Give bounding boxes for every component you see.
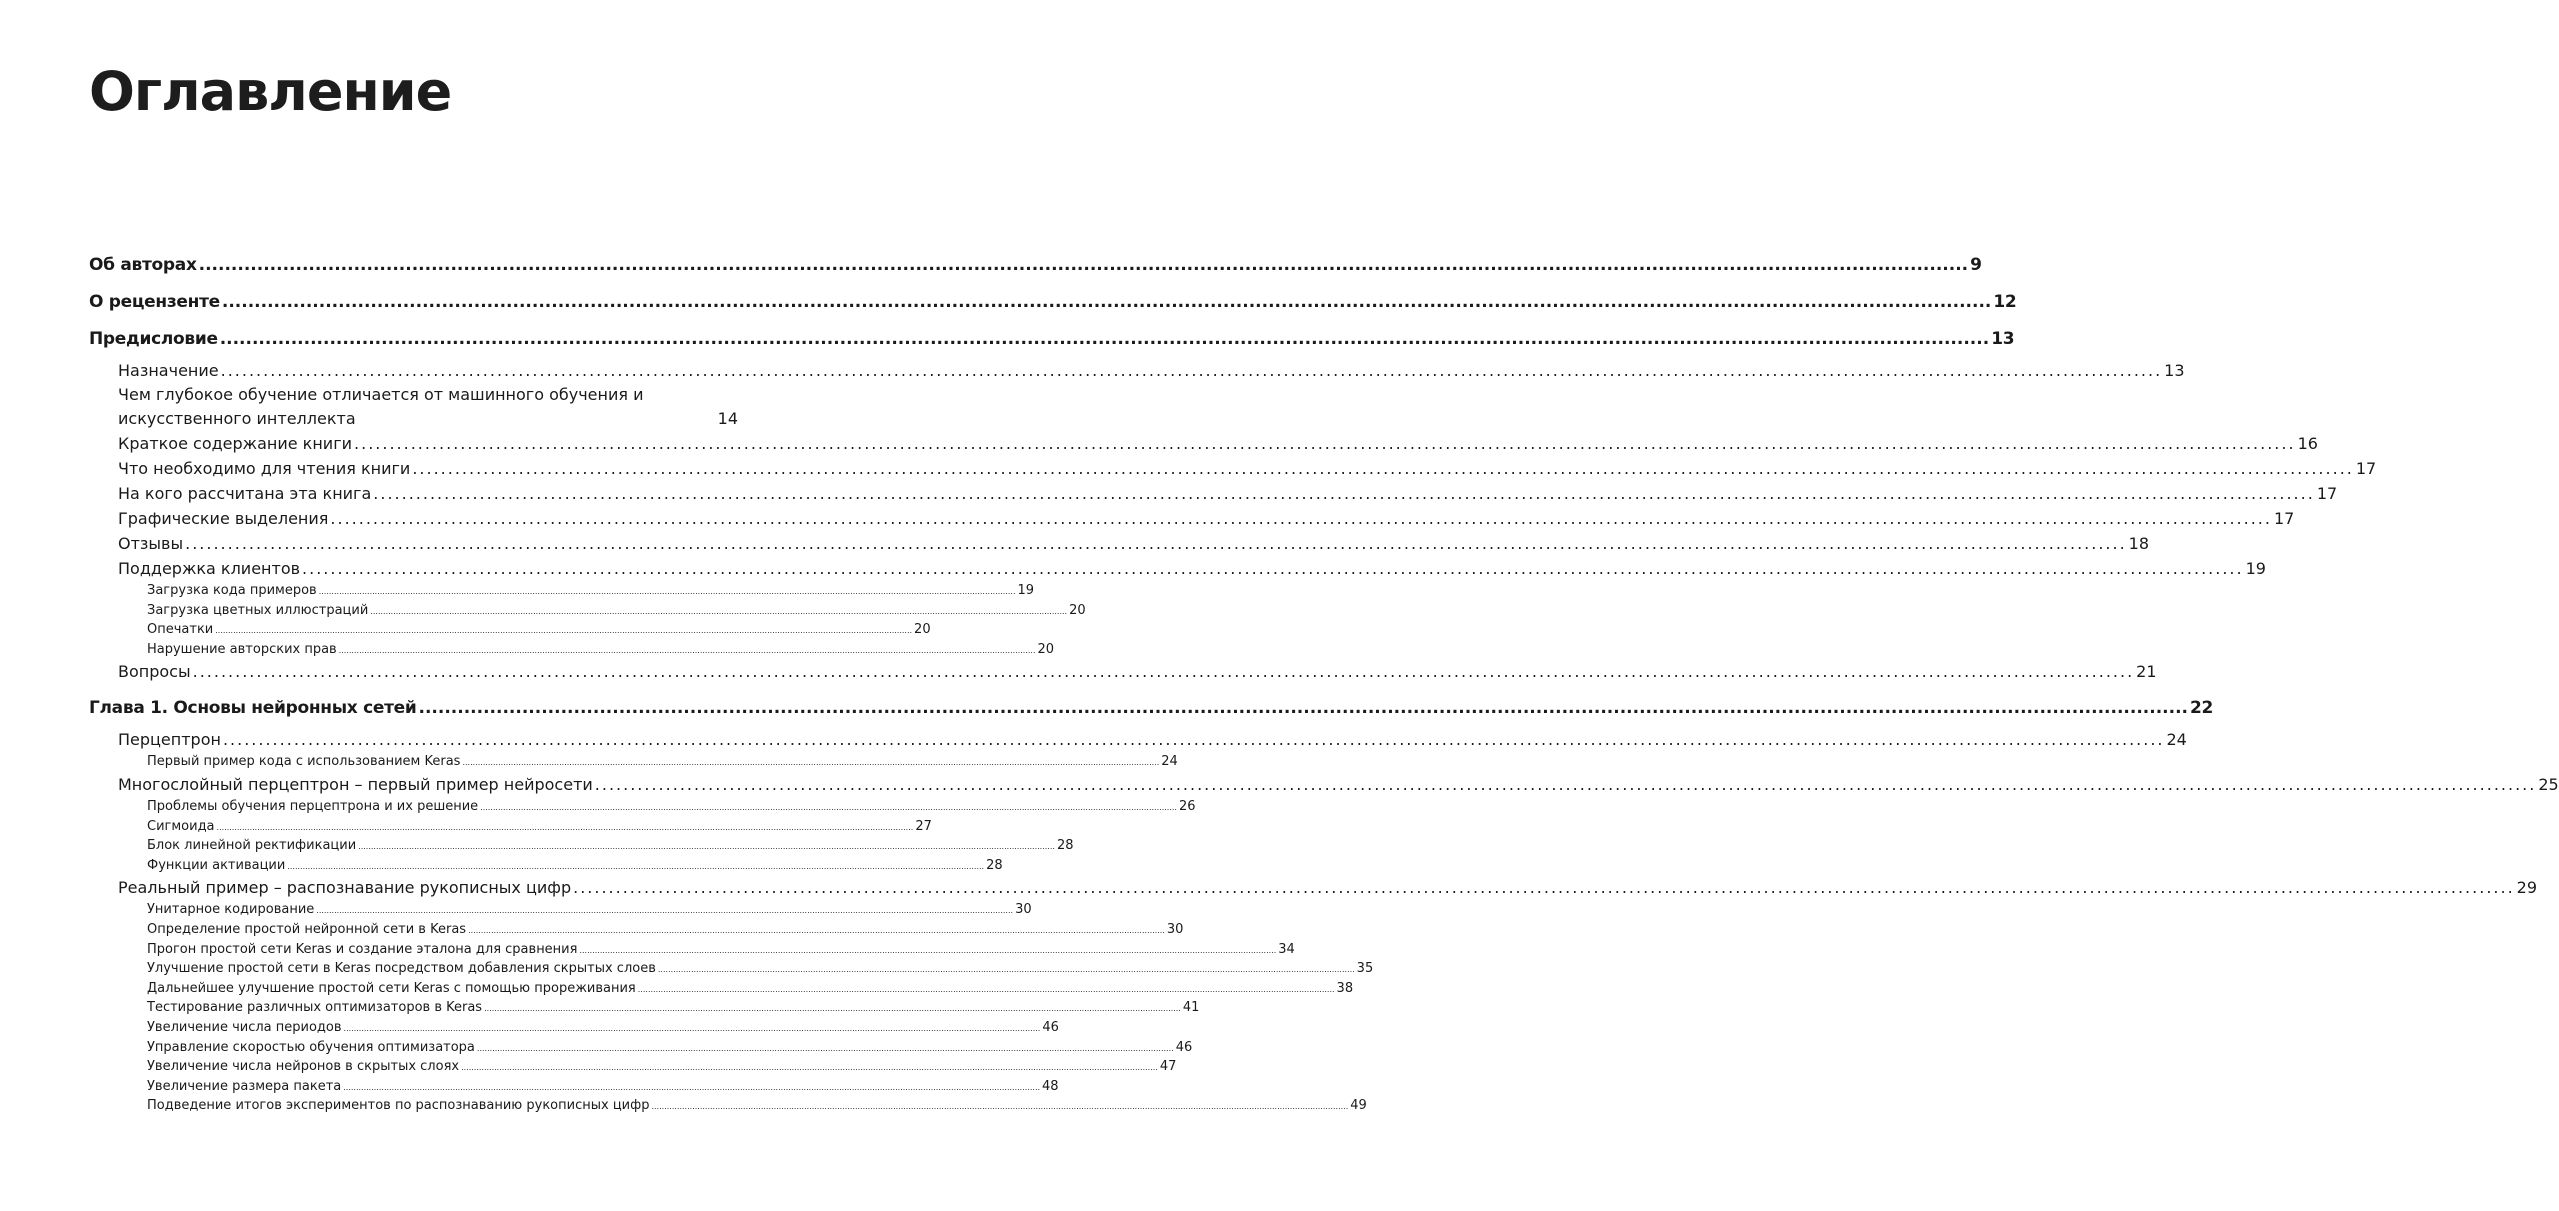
dot-leader	[344, 1019, 1041, 1039]
dot-leader	[185, 531, 2127, 556]
toc-page-number: 22	[2190, 698, 2214, 719]
toc-page-number: 28	[986, 857, 1003, 873]
toc-page-number: 13	[2164, 361, 2185, 380]
toc-entry[interactable]	[89, 506, 2295, 531]
dot-leader	[302, 556, 2244, 581]
dot-leader	[193, 659, 2135, 684]
toc-page-number: 17	[2316, 484, 2338, 503]
dot-leader	[595, 772, 2537, 797]
dot-leader	[480, 798, 1177, 818]
toc-entry[interactable]	[89, 358, 2185, 383]
dot-leader	[221, 358, 2163, 383]
toc-entry[interactable]	[89, 727, 2187, 752]
toc-subentry[interactable]	[89, 900, 1032, 920]
dot-leader	[287, 857, 984, 877]
toc-entry-title: Опечатки	[147, 622, 214, 638]
dot-leader	[316, 901, 1013, 921]
toc-entry[interactable]	[89, 431, 2318, 456]
toc-page-number: 49	[1350, 1098, 1367, 1114]
toc-entry-title: Назначение	[118, 361, 219, 380]
toc-subentry[interactable]	[89, 1077, 1059, 1097]
toc-page-number: 20	[1037, 641, 1055, 657]
dot-leader	[419, 690, 2189, 727]
toc-page-number: 38	[1336, 980, 1354, 996]
toc-entry-title: Что необходимо для чтения книги	[118, 459, 411, 478]
toc-subentry[interactable]	[89, 959, 1374, 979]
dot-leader	[373, 481, 2315, 506]
toc-subentry[interactable]	[89, 752, 1178, 772]
toc-entry[interactable]	[89, 481, 2338, 506]
toc-page-number: 19	[1017, 583, 1035, 598]
toc-entry-title: Вопросы	[118, 662, 191, 682]
toc-subentry[interactable]	[89, 1057, 1177, 1077]
toc-subentry[interactable]	[89, 836, 1074, 856]
dot-leader	[330, 506, 2272, 531]
toc-entry-title: Тестирование различных оптимизаторов в Keras	[147, 1000, 483, 1016]
toc-page-number: 20	[1069, 602, 1086, 618]
toc-entry[interactable]	[89, 531, 2150, 556]
toc-entry-title: Первый пример кода с использованием Keras	[147, 754, 461, 770]
dot-leader	[573, 875, 2515, 900]
toc-page-number: 9	[1970, 255, 1982, 275]
toc-subentry[interactable]	[89, 620, 931, 640]
toc-entry-title: Поддержка клиентов	[118, 559, 301, 578]
toc-page-number: 30	[1015, 902, 1032, 918]
toc-page-number: 24	[2166, 730, 2187, 750]
toc-entry-title: Загрузка кода примеров	[147, 583, 317, 598]
toc-page-number: 16	[2297, 434, 2318, 453]
toc-page-number: 25	[2538, 774, 2559, 794]
toc-page-number: 14	[717, 409, 738, 428]
dot-leader	[461, 1058, 1158, 1078]
toc-subentry[interactable]	[89, 920, 1184, 940]
toc-page-number: 35	[1356, 961, 1374, 977]
toc-entry-title: Об авторах	[89, 255, 197, 275]
toc-page-number: 17	[2273, 509, 2295, 528]
toc-entry-title: Краткое содержание книги	[118, 434, 353, 453]
dot-leader	[484, 999, 1181, 1019]
toc-entry[interactable]	[89, 383, 738, 431]
toc-entry[interactable]	[89, 659, 2157, 684]
toc-page-number: 26	[1178, 798, 1196, 814]
toc-subentry[interactable]	[89, 581, 1035, 601]
toc-subentry[interactable]	[89, 1018, 1059, 1038]
dot-leader	[354, 431, 2296, 456]
toc-entry-title: Дальнейшее улучшение простой сети Keras с помощью прореживания	[147, 980, 636, 996]
toc-entry-title: На кого рассчитана эта книга	[118, 484, 372, 503]
toc-page-number: 41	[1182, 1000, 1200, 1016]
toc-entry-title: Увеличение числа периодов	[147, 1019, 342, 1035]
dot-leader	[222, 284, 1992, 321]
toc-entry-title: Предисловие	[89, 329, 218, 349]
table-of-contents	[89, 247, 2559, 1116]
toc-page-number: 46	[1175, 1039, 1193, 1055]
toc-entry-title: О рецензенте	[89, 292, 220, 312]
toc-entry[interactable]	[89, 875, 2538, 900]
toc-entry-title: Реальный пример – распознавание рукописных цифр	[118, 878, 572, 898]
toc-entry-title: Отзывы	[118, 534, 184, 553]
dot-leader	[658, 960, 1355, 980]
toc-entry-title: Функции активации	[147, 857, 286, 873]
toc-entry-title: Управление скоростью обучения оптимизатора	[147, 1039, 475, 1055]
dot-leader	[477, 1039, 1174, 1059]
toc-entry-title: Увеличение числа нейронов в скрытых слоях	[147, 1059, 460, 1075]
dot-leader	[370, 602, 1067, 622]
toc-page-number: 20	[914, 622, 931, 638]
toc-entry-title: Блок линейной ректификации	[147, 838, 357, 854]
toc-subentry[interactable]	[89, 979, 1354, 999]
dot-leader	[339, 641, 1036, 661]
dot-leader	[215, 621, 912, 641]
toc-entry-title: Графические выделения	[118, 509, 329, 528]
dot-leader	[358, 837, 1055, 857]
dot-leader	[217, 818, 914, 838]
dot-leader	[319, 582, 1016, 602]
toc-entry-about-reviewer[interactable]	[89, 284, 2017, 321]
toc-page-number: 21	[2136, 662, 2157, 682]
dot-leader	[462, 753, 1159, 773]
toc-entry-title: Улучшение простой сети в Keras посредством добавления скрытых слоев	[147, 961, 656, 977]
toc-page-number: 47	[1159, 1059, 1177, 1075]
dot-leader	[223, 727, 2165, 752]
toc-page-number: 19	[2245, 559, 2266, 578]
toc-page-number: 24	[1161, 754, 1178, 770]
toc-page-number: 30	[1166, 921, 1184, 937]
dot-leader	[579, 941, 1276, 961]
toc-entry-title: Унитарное кодирование	[147, 902, 315, 918]
toc-subentry[interactable]	[89, 601, 1086, 621]
toc-entry-title: Перцептрон	[118, 730, 221, 750]
toc-subentry[interactable]	[89, 817, 932, 837]
toc-entry-title: Проблемы обучения перцептрона и их решение	[147, 798, 479, 814]
toc-subentry[interactable]	[89, 640, 1055, 660]
toc-subentry[interactable]	[89, 940, 1295, 960]
toc-entry-title: Нарушение авторских прав	[147, 641, 337, 657]
toc-entry-title: Сигмоида	[147, 818, 215, 834]
toc-subentry[interactable]	[89, 797, 1196, 817]
toc-entry-title: Многослойный перцептрон – первый пример нейросети	[118, 774, 593, 794]
toc-page-number: 28	[1056, 838, 1074, 854]
toc-entry-title: Загрузка цветных иллюстраций	[147, 602, 369, 618]
toc-entry-title: Чем глубокое обучение отличается от машинного обучения и искусственного интеллекта	[118, 385, 644, 428]
toc-entry-title: Увеличение размера пакета	[147, 1078, 342, 1094]
dot-leader	[638, 980, 1335, 1000]
dot-leader	[652, 1097, 1349, 1117]
page-title: Оглавление	[89, 60, 452, 123]
toc-entry[interactable]	[89, 772, 2559, 797]
toc-page-number: 29	[2516, 878, 2538, 898]
dot-leader	[468, 921, 1165, 941]
toc-subentry[interactable]	[89, 998, 1200, 1018]
toc-subentry[interactable]	[89, 856, 1003, 876]
dot-leader	[412, 456, 2354, 481]
toc-entry-title: Глава 1. Основы нейронных сетей	[89, 698, 417, 719]
toc-page-number: 12	[1993, 292, 2017, 312]
toc-page-number: 34	[1278, 941, 1295, 957]
toc-entry[interactable]	[89, 456, 2377, 481]
toc-page-number: 17	[2355, 459, 2377, 478]
toc-subentry[interactable]	[89, 1096, 1367, 1116]
dot-leader	[199, 247, 1969, 284]
dot-leader	[220, 321, 1990, 358]
dot-leader	[343, 1078, 1040, 1098]
toc-page-number: 46	[1042, 1019, 1059, 1035]
toc-subentry[interactable]	[89, 1038, 1193, 1058]
toc-entry[interactable]	[89, 556, 2266, 581]
toc-entry-about-authors[interactable]	[89, 247, 1982, 284]
toc-entry-preface[interactable]	[89, 321, 2015, 358]
toc-page-number: 13	[1991, 329, 2015, 349]
toc-page-number: 48	[1042, 1078, 1059, 1094]
toc-entry-chapter-1[interactable]	[89, 690, 2214, 727]
toc-entry-title: Определение простой нейронной сети в Keras	[147, 921, 467, 937]
toc-entry-title: Прогон простой сети Keras и создание эталона для сравнения	[147, 941, 578, 957]
toc-page-number: 27	[915, 818, 932, 834]
toc-entry-title: Подведение итогов экспериментов по распознаванию рукописных цифр	[147, 1098, 650, 1114]
toc-page-number: 18	[2128, 534, 2150, 553]
